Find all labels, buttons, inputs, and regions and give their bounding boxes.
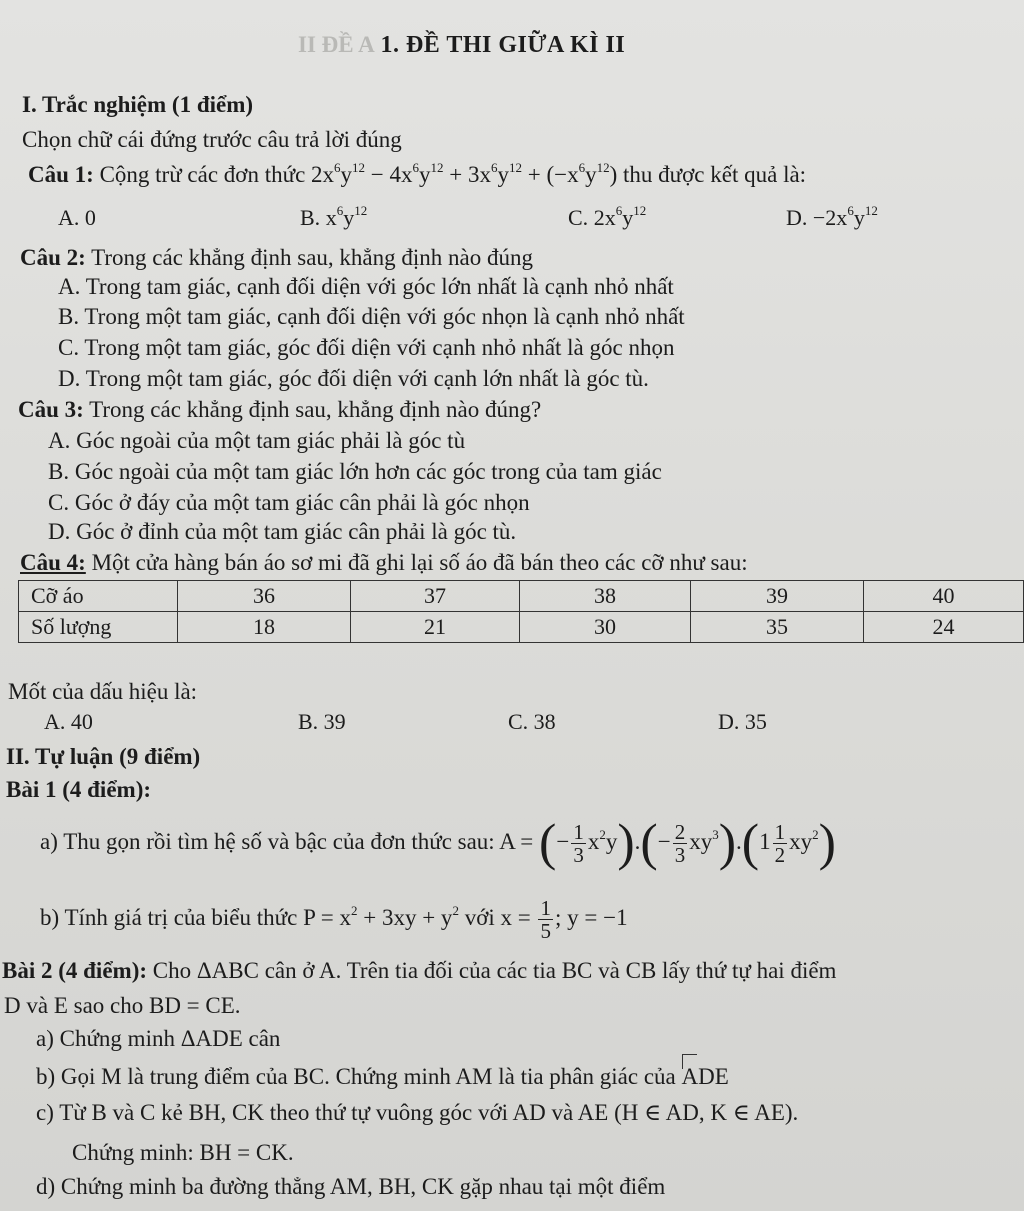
bai2-part-d: d) Chứng minh ba đường thẳng AM, BH, CK gặp nhau tại một điểm [36, 1174, 666, 1199]
question-3 [18, 395, 541, 425]
q1-expression: $2x^6y^{12} - 4x^6y^{12} + 3x^6y^{12} + (-x^6y^{12})$ [311, 160, 618, 187]
question-1 [28, 160, 806, 190]
question-4 [20, 548, 748, 578]
q4-label: Câu 4: [20, 550, 86, 575]
bai1-b-with: với [464, 905, 495, 930]
bai1-a-text: a) Thu gọn rồi tìm hệ số và bậc của đơn thức sau: [40, 829, 495, 854]
exam-title: 1. ĐỀ THI GIỮA KÌ II [380, 32, 626, 58]
q1-option-a[interactable]: A. 0 [58, 205, 96, 230]
table-cell: 37 [351, 581, 520, 612]
q2-label: Câu 2: [20, 245, 86, 270]
bai2-part-c-proof: Chứng minh: BH = CK. [72, 1140, 294, 1165]
bai1-b-expression: $P = x^2 + 3xy + y^2$ [303, 903, 459, 930]
q1-option-c[interactable]: C. $2x^6y^{12}$ [568, 203, 647, 230]
table-cell: 39 [691, 581, 864, 612]
bai1-a-expression: A = (− $\frac{1}{3}$ $x^2y).(-$ $\frac{2}{3}$ $xy^3).(1$ $\frac{1}{2}$ $xy^2$) [499, 814, 836, 872]
q1-tail: thu được kết quả là: [617, 162, 807, 187]
part2-heading: II. Tự luận (9 điểm) [6, 744, 201, 769]
q4-text: Một cửa hàng bán áo sơ mi đã ghi lại số áo đã bán theo các cỡ như sau: [85, 550, 748, 575]
table-cell: 36 [178, 581, 351, 612]
q2-option-a[interactable]: A. Trong tam giác, cạnh đối diện với góc lớn nhất là cạnh nhỏ nhất [58, 274, 674, 299]
table-row-sizes [19, 581, 1024, 612]
q3-label: Câu 3: [18, 397, 84, 422]
bai2-intro-1: Cho ΔABC cân ở A. Trên tia đối của các tia BC và CB lấy thứ tự hai điểm [147, 958, 837, 983]
table-header-size: Cỡ áo [19, 581, 178, 612]
question-2 [20, 243, 533, 273]
table-cell: 30 [520, 612, 691, 643]
table-row-counts [19, 612, 1024, 643]
q4-option-b[interactable]: B. 39 [298, 709, 346, 734]
q2-option-b[interactable]: B. Trong một tam giác, cạnh đối diện với góc nhọn là cạnh nhỏ nhất [58, 304, 685, 329]
bai1-b-values: x = $\frac{1}{5}$ ; y = −1 [500, 896, 628, 944]
table-cell: 24 [864, 612, 1024, 643]
bai1-part-b [40, 893, 628, 943]
part1-heading: I. Trắc nghiệm (1 điểm) [22, 92, 254, 117]
bai2-intro [2, 956, 836, 986]
bai2-part-b [36, 1062, 729, 1092]
q1-label: Câu 1: [28, 162, 94, 187]
table-header-count: Số lượng [19, 612, 178, 643]
bai2-part-a: a) Chứng minh ΔADE cân [36, 1026, 281, 1051]
bai2-c-condition: (H ∈ AD, K ∈ AE). [614, 1100, 799, 1125]
q4-question: Mốt của dấu hiệu là: [8, 679, 198, 704]
q2-option-c[interactable]: C. Trong một tam giác, góc đối diện với cạnh nhỏ nhất là góc nhọn [58, 335, 675, 360]
q2-text: Trong các khẳng định sau, khẳng định nào đúng [85, 245, 533, 270]
q3-text: Trong các khẳng định sau, khẳng định nào đúng? [83, 397, 542, 422]
bai1-heading: Bài 1 (4 điểm): [6, 777, 152, 802]
table-cell: 21 [351, 612, 520, 643]
q3-option-d[interactable]: D. Góc ở đỉnh của một tam giác cân phải là góc tù. [48, 519, 517, 544]
bai1-part-a [40, 812, 836, 872]
table-cell: 38 [520, 581, 691, 612]
table-cell: 40 [864, 581, 1024, 612]
q3-option-c[interactable]: C. Góc ở đáy của một tam giác cân phải là góc nhọn [48, 490, 530, 515]
bai2-intro-2: D và E sao cho BD = CE. [4, 993, 241, 1018]
faded-header-text: II ĐỀ A [298, 32, 375, 57]
q1-text: Cộng trừ các đơn thức [93, 162, 312, 187]
bai2-c-text: c) Từ B và C kẻ BH, CK theo thứ tự vuông góc với AD và AE [36, 1100, 609, 1125]
part1-instruction: Chọn chữ cái đứng trước câu trả lời đúng [22, 127, 402, 152]
exam-title-line [298, 30, 625, 60]
q1-option-b[interactable]: B. $x^6y^{12}$ [300, 203, 368, 230]
bai2-heading: Bài 2 (4 điểm): [2, 958, 148, 983]
q1-option-d[interactable]: D. $-2x^6y^{12}$ [786, 203, 878, 230]
q3-option-b[interactable]: B. Góc ngoài của một tam giác lớn hơn các góc trong của tam giác [48, 459, 662, 484]
q4-option-d[interactable]: D. 35 [718, 709, 767, 734]
bai2-b-text: b) Gọi M là trung điểm của BC. Chứng minh AM là tia phân giác của [36, 1064, 676, 1089]
q3-option-a[interactable]: A. Góc ngoài của một tam giác phải là góc tù [48, 428, 466, 453]
table-cell: 35 [691, 612, 864, 643]
shirt-size-table [18, 580, 1024, 643]
bai2-part-c [36, 1098, 798, 1128]
q2-option-d[interactable]: D. Trong một tam giác, góc đối diện với cạnh lớn nhất là góc tù. [58, 366, 649, 391]
q4-option-a[interactable]: A. 40 [44, 709, 93, 734]
angle-symbol: ADE [682, 1062, 729, 1092]
bai1-b-text: b) Tính giá trị của biểu thức [40, 905, 298, 930]
table-cell: 18 [178, 612, 351, 643]
q4-option-c[interactable]: C. 38 [508, 709, 556, 734]
